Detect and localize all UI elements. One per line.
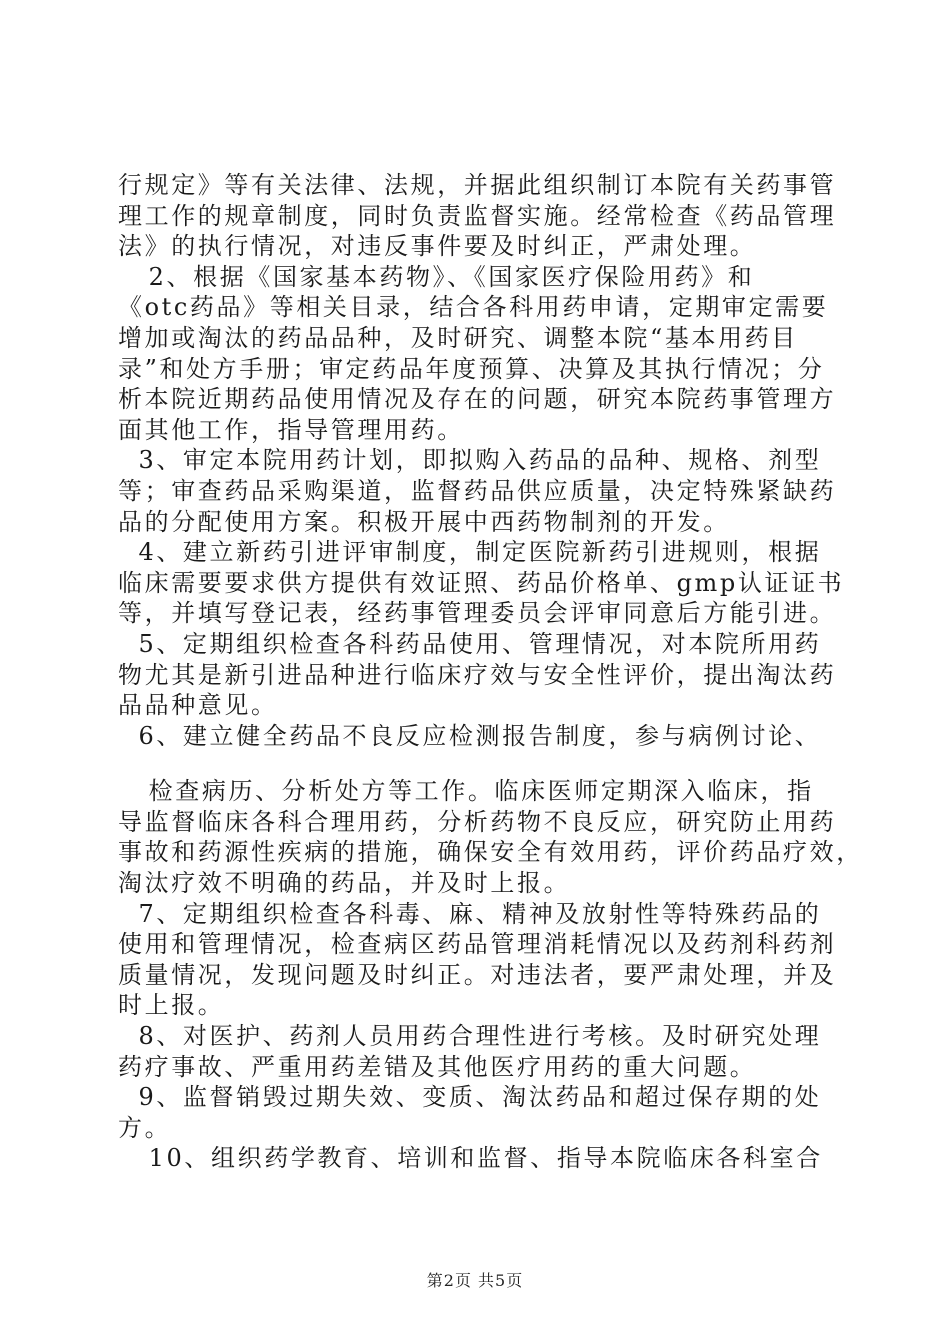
text-line: 临床需要要求供方提供有效证照、药品价格单、gmp认证证书 [118,568,845,597]
text-line: 面其他工作，指导管理用药。 [118,415,464,444]
text-line: 淘汰疗效不明确的药品，并及时上报。 [118,869,571,898]
text-line: 质量情况，发现问题及时纠正。对违法者，要严肃处理，并及 [118,960,837,989]
text-line: 时上报。 [118,991,225,1020]
text-line: 增加或淘汰的药品品种，及时研究、调整本院“基本用药目 [118,323,798,352]
text-line: 方。 [118,1113,172,1142]
text-line: 行规定》等有关法律、法规，并据此组织制订本院有关药事管 [118,171,837,199]
document-body [118,170,863,1174]
text-line: 录”和处方手册；审定药品年度预算、决算及其执行情况；分 [118,354,825,383]
text-line: 8、对医护、药剂人员用药合理性进行考核。及时研究处理 [118,1022,822,1051]
text-line: 检查病历、分析处方等工作。临床医师定期深入临床，指 [118,777,814,806]
text-line: 品的分配使用方案。积极开展中西药物制剂的开发。 [118,507,730,536]
text-line: 理工作的规章制度，同时负责监督实施。经常检查《药品管理 [118,201,837,230]
text-line: 《otc药品》等相关目录，结合各科用药申请，定期审定需要 [118,293,829,322]
page-number-footer: 第2页 共5页 [426,1271,524,1290]
text-line: 法》的执行情况，对违反事件要及时纠正，严肃处理。 [118,232,757,261]
text-line: 等；审查药品采购渠道，监督药品供应质量，决定特殊紧缺药 [118,476,837,505]
text-line: 物尤其是新引进品种进行临床疗效与安全性评价，提出淘汰药 [118,660,837,689]
text-line: 9、监督销毁过期失效、变质、淘汰药品和超过保存期的处 [118,1083,822,1112]
text-line: 品品种意见。 [118,691,278,720]
text-line: 析本院近期药品使用情况及存在的问题，研究本院药事管理方 [118,385,837,414]
text-line: 3、审定本院用药计划，即拟购入药品的品种、规格、剂型 [118,446,822,475]
text-line: 等，并填写登记表，经药事管理委员会评审同意后方能引进。 [118,599,837,628]
text-line: 4、建立新药引进评审制度，制定医院新药引进规则，根据 [118,538,822,567]
text-line: 6、建立健全药品不良反应检测报告制度，参与病例讨论、 [118,721,822,750]
text-line: 10、组织药学教育、培训和监督、指导本院临床各科室合 [118,1144,823,1173]
text-line: 导监督临床各科合理用药，分析药物不良反应，研究防止用药 [118,807,837,836]
text-line: 2、根据《国家基本药物》、《国家医疗保险用药》和 [118,262,755,291]
text-line: 药疗事故、严重用药差错及其他医疗用药的重大问题。 [118,1052,757,1081]
text-line: 事故和药源性疾病的措施，确保安全有效用药，评价药品疗效， [118,838,863,867]
text-line: 使用和管理情况，检查病区药品管理消耗情况以及药剂科药剂 [118,930,837,959]
text-line: 7、定期组织检查各科毒、麻、精神及放射性等特殊药品的 [118,899,822,928]
text-line: 5、定期组织检查各科药品使用、管理情况，对本院所用药 [118,629,822,658]
